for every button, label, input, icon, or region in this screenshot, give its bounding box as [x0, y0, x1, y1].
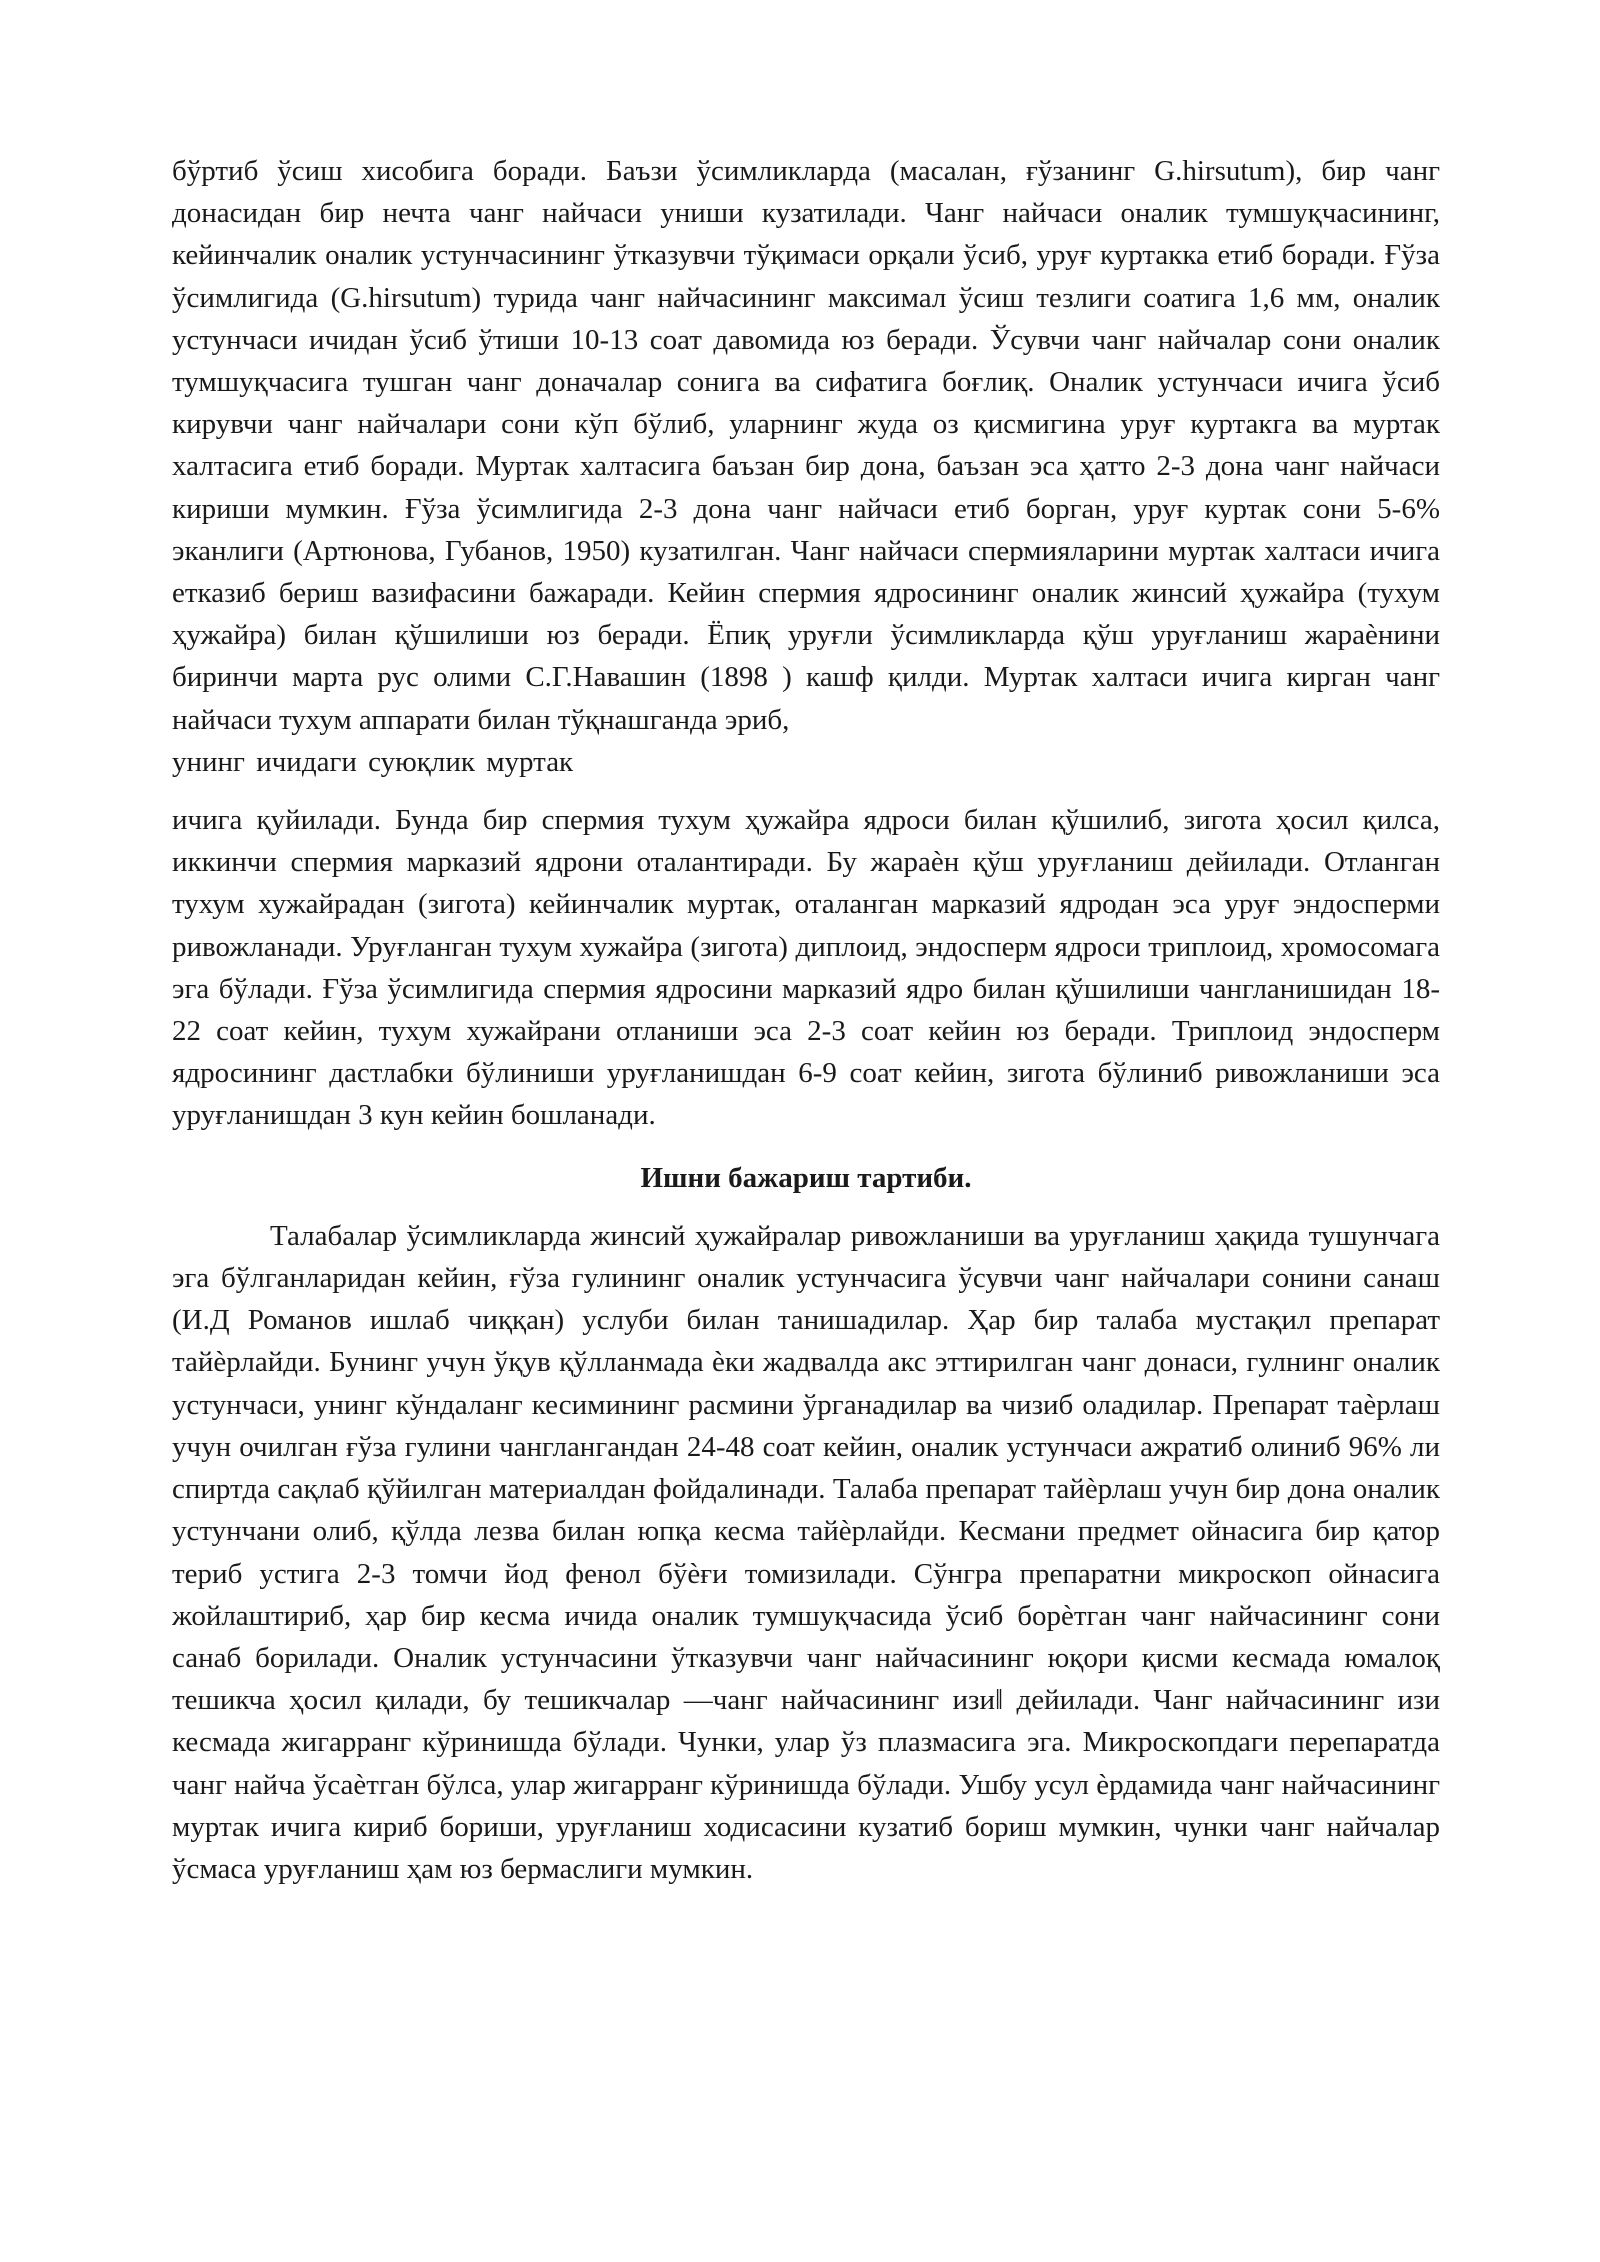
section-heading: Ишни бажариш тартиби. — [640, 1161, 972, 1194]
document-page — [172, 150, 1440, 1890]
paragraph-3: Талабалар ўсимликларда жинсий ҳужайралар ривожланиши ва уруғланиш ҳақида тушунчага эга бўлганларидан кейин, ғўза гулининг оналик устунчасига ўсувчи чанг найчалари сонини санаш (И.Д Романов ишлаб чиққан) услуби билан танишадилар. Ҳар бир талаба мустақил препарат тайѐрлайди. Бунинг учун ўқув қўлланмада ѐки жадвалда акс эттирилган чанг донаси, гулнинг оналик устунчаси, унинг кўндаланг кесимининг расмини ўрганадилар ва чизиб оладилар. Препарат таѐрлаш учун очилган ғўза гулини чанглангандан 24-48 соат кейин, оналик устунчаси ажратиб олиниб 96% ли спиртда сақлаб қўйилган материалдан фойдалинади. Талаба препарат тайѐрлаш учун бир дона оналик устунчани олиб, қўлда лезва билан юпқа кесма тайѐрлайди. Кесмани предмет ойнасига бир қатор териб устига 2-3 томчи йод фенол бўѐғи томизилади. Сўнгра препаратни микроскоп ойнасига жойлаштириб, ҳар бир кесма ичида оналик тумшуқчасида ўсиб борѐтган чанг найчасининг сони санаб борилади. Оналик устунчасини ўтказувчи чанг найчасининг юқори қисми кесмада юмалоқ тешикча ҳосил қилади, бу тешикчалар ―чанг найчасининг изи‖ дейилади. Чанг найчасининг изи кесмада жигарранг кўринишда бўлади. Чунки, улар ўз плазмасига эга. Микроскопдаги перепаратда чанг найча ўсаѐтган бўлса, улар жигарранг кўринишда бўлади. Ушбу усул ѐрдамида чанг найчасининг муртак ичига кириб бориши, уруғланиш ходисасини кузатиб бориш мумкин, чунки чанг найчалар ўсмаса уруғланиш ҳам юз бермаслиги мумкин. — [172, 1219, 1440, 1885]
paragraph-1: бўртиб ўсиш хисобига боради. Баъзи ўсимликларда (масалан, ғўзанинг G.hirsutum), бир чанг донасидан бир нечта чанг найчаси униши кузатилади. Чанг найчаси оналик тумшуқчасининг, кейинчалик оналик устунчасининг ўтказувчи тўқимаси орқали ўсиб, уруғ куртакка етиб боради. Ғўза ўсимлигида (G.hirsutum) турида чанг найчасининг максимал ўсиш тезлиги соатига 1,6 мм, оналик устунчаси ичидан ўсиб ўтиши 10-13 соат давомида юз беради. Ўсувчи чанг найчалар сони оналик тумшуқчасига тушган чанг доначалар сонига ва сифатига боғлиқ. Оналик устунчаси ичига ўсиб кирувчи чанг найчалари сони кўп бўлиб, уларнинг жуда оз қисмигина уруғ куртакга ва муртак халтасига етиб боради. Муртак халтасига баъзан бир дона, баъзан эса ҳатто 2-3 дона чанг найчаси кириши мумкин. Ғўза ўсимлигида 2-3 дона чанг найчаси етиб борган, уруғ куртак сони 5-6% эканлиги (Артюнова, Губанов, 1950) кузатилган. Чанг найчаси спермияларини муртак халтаси ичига етказиб бериш вазифасини бажаради. Кейин спермия ядросининг оналик жинсий ҳужайра (тухум ҳужайра) билан қўшилиши юз беради. Ёпиқ уруғли ўсимликларда қўш уруғланиш жараѐнини биринчи марта рус олими С.Г.Навашин (1898 ) кашф қилди. Муртак халтаси ичига кирган чанг найчаси тухум аппарати билан тўқнашганда эриб, — [172, 155, 1440, 736]
paragraph-2: ичига қуйилади. Бунда бир спермия тухум ҳужайра ядроси билан қўшилиб, зигота ҳосил қилса, иккинчи спермия марказий ядрони оталантиради. Бу жараѐн қўш уруғланиш дейилади. Отланган тухум хужайрадан (зигота) кейинчалик муртак, оталанган марказий ядродан эса уруғ эндосперми ривожланади. Уруғланган тухум хужайра (зигота) диплоид, эндосперм ядроси триплоид, хромосомага эга бўлади. Ғўза ўсимлигида спермия ядросини марказий ядро билан қўшилиши чангланишидан 18-22 соат кейин, тухум хужайрани отланиши эса 2-3 соат кейин юз беради. Триплоид эндосперм ядросининг дастлабки бўлиниши уруғланишдан 6-9 соат кейин, зигота бўлиниб ривожланиши эса уруғланишдан 3 кун кейин бошланади. — [172, 804, 1440, 1132]
paragraph-1-last-line: унинг ичидаги суюқлик муртак — [172, 745, 574, 778]
